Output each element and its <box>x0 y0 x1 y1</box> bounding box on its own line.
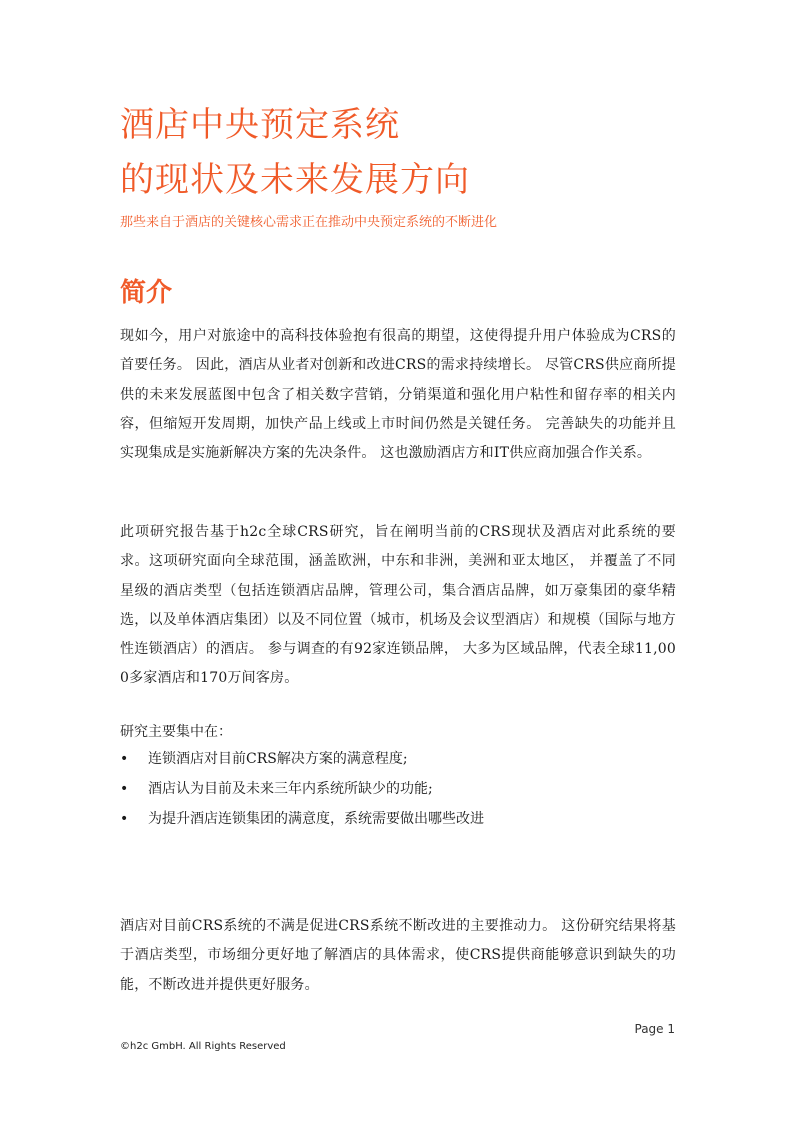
list-item <box>120 804 676 834</box>
list-item <box>120 744 676 774</box>
research-focus-list <box>120 744 676 834</box>
list-item-text: 酒店认为目前及未来三年内系统所缺少的功能; <box>148 781 433 797</box>
intro-paragraph-2: 此项研究报告基于h2c全球CRS研究，旨在阐明当前的CRS现状及酒店对此系统的要求。这项研究面向全球范围，涵盖欧洲，中东和非洲，美洲和亚太地区， 并覆盖了不同星级的酒店类型（包括连锁酒店品牌，管理公司，集合酒店品牌，如万豪集团的豪华精选，以及单体酒店集团）以及不同位置（城市，机场及会议型酒店）和规模（国际与地方性连锁酒店）的酒店。 参与调查的有92家连锁品牌， 大多为区域品牌，代表全球11,000多家酒店和170万间客房。 <box>120 524 676 687</box>
list-item <box>120 774 676 804</box>
intro-paragraph-1: 现如今，用户对旅途中的高科技体验抱有很高的期望，这使得提升用户体验成为CRS的首要任务。 因此，酒店从业者对创新和改进CRS的需求持续增长。 尽管CRS供应商所提供的未来发展蓝图中包含了相关数字营销，分销渠道和强化用户粘性和留存率的相关内容，但缩短开发周期，加快产品上线或上市时间仍然是关键任务。 完善缺失的功能并且实现集成是实施新解决方案的先决条件。 这也激励酒店方和IT供应商加强合作关系。 <box>120 328 676 462</box>
bullet-icon: • <box>120 751 129 767</box>
list-item-text: 为提升酒店连锁集团的满意度，系统需要做出哪些改进 <box>148 811 484 827</box>
bullet-icon: • <box>120 781 129 797</box>
section-heading-introduction: 简介 <box>120 278 173 308</box>
research-focus-intro: 研究主要集中在： <box>120 724 232 740</box>
document-subtitle: 那些来自于酒店的关键核心需求正在推动中央预定系统的不断进化 <box>120 215 498 230</box>
bullet-icon: • <box>120 811 129 827</box>
page-number: Page 1 <box>634 1022 675 1036</box>
list-item-text: 连锁酒店对目前CRS解决方案的满意程度; <box>148 751 408 767</box>
document-title-line-1: 酒店中央预定系统 <box>120 105 400 145</box>
footer-copyright: ©h2c GmbH. All Rights Reserved <box>120 1041 286 1052</box>
document-title-line-2: 的现状及未来发展方向 <box>120 160 470 200</box>
intro-paragraph-3: 酒店对目前CRS系统的不满是促进CRS系统不断改进的主要推动力。 这份研究结果将基于酒店类型，市场细分更好地了解酒店的具体需求，使CRS提供商能够意识到缺失的功能，不断改进并提供更好服务。 <box>120 918 676 993</box>
